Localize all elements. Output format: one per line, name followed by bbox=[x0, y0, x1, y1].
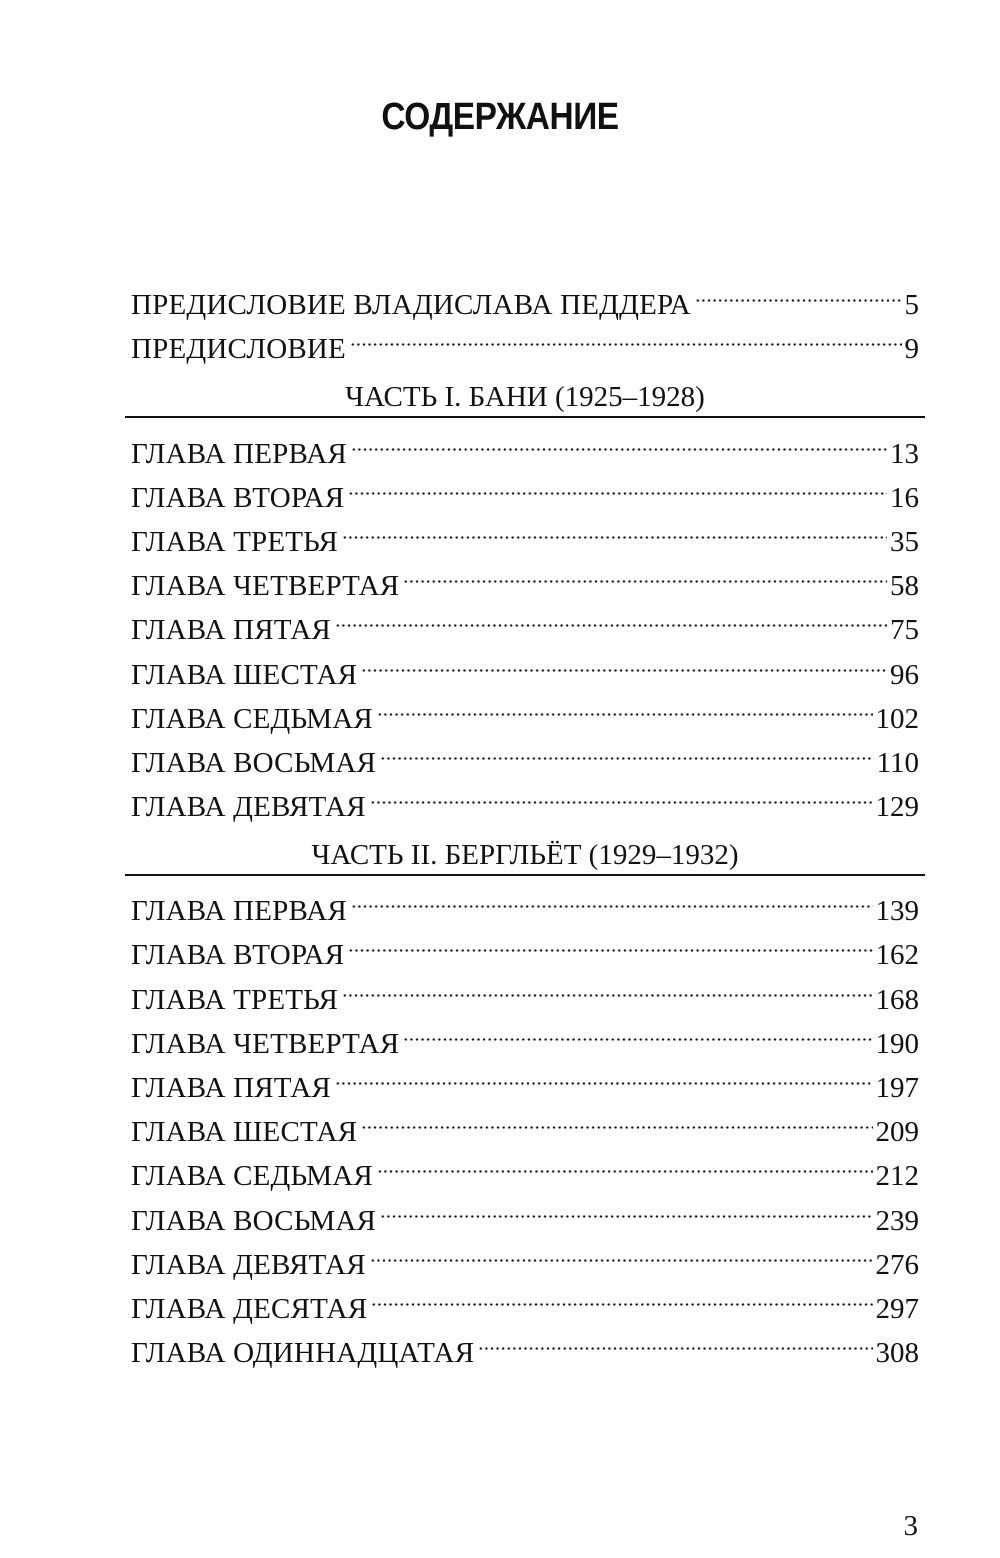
toc-entry-label: ГЛАВА ПЕРВАЯ bbox=[131, 437, 347, 470]
toc-entry-page: 13 bbox=[890, 437, 919, 470]
toc-entry-label: ГЛАВА ПЯТАЯ bbox=[131, 1072, 331, 1104]
toc-entry-label: ГЛАВА ЧЕТВЕРТАЯ bbox=[131, 1027, 400, 1060]
dot-leader bbox=[403, 1009, 872, 1053]
toc-entry-label: ГЛАВА ВОСЬМАЯ bbox=[131, 746, 377, 779]
toc-entry-page: 110 bbox=[876, 746, 919, 779]
dot-leader bbox=[350, 314, 902, 358]
toc-entry-page: 9 bbox=[904, 333, 919, 366]
table-of-contents bbox=[125, 270, 925, 1370]
toc-entry-label: ГЛАВА ДЕСЯТАЯ bbox=[131, 1292, 368, 1325]
toc-entry-page: 16 bbox=[890, 481, 919, 514]
toc-entry-label: ГЛАВА ВТОРАЯ bbox=[131, 939, 345, 972]
toc-entry-page: 162 bbox=[875, 939, 919, 972]
dot-leader bbox=[380, 1185, 872, 1229]
toc-entry-page: 297 bbox=[875, 1292, 919, 1325]
toc-entry[interactable] bbox=[125, 270, 925, 322]
part-heading: ЧАСТЬ II. БЕРГЛЬЁТ (1929–1932) bbox=[125, 830, 925, 876]
dot-leader bbox=[370, 772, 873, 816]
dot-leader bbox=[351, 418, 887, 462]
dot-leader bbox=[351, 876, 873, 920]
toc-entry-label: ГЛАВА ВОСЬМАЯ bbox=[131, 1204, 377, 1237]
toc-entry-page: 139 bbox=[875, 895, 919, 928]
toc-entry-page: 212 bbox=[875, 1160, 919, 1193]
toc-entry-label: ГЛАВА ЧЕТВЕРТАЯ bbox=[131, 570, 400, 603]
toc-entry-label: ГЛАВА ШЕСТАЯ bbox=[131, 658, 358, 691]
dot-leader bbox=[377, 1141, 873, 1185]
toc-entry-page: 58 bbox=[890, 570, 919, 603]
toc-entry-page: 308 bbox=[875, 1337, 919, 1370]
dot-leader bbox=[348, 920, 872, 964]
toc-entry-label: ГЛАВА ДЕВЯТАЯ bbox=[131, 1248, 366, 1281]
toc-entry-label: ГЛАВА ОДИННАДЦАТАЯ bbox=[131, 1337, 475, 1370]
toc-entry-page: 239 bbox=[875, 1204, 919, 1237]
dot-leader bbox=[380, 728, 874, 772]
toc-entry-label: ГЛАВА ПЯТАЯ bbox=[131, 614, 331, 647]
toc-entry-page: 75 bbox=[890, 614, 919, 647]
toc-entry-page: 209 bbox=[875, 1116, 919, 1149]
dot-leader bbox=[403, 551, 887, 595]
dot-leader bbox=[695, 270, 902, 314]
toc-entry-page: 197 bbox=[875, 1072, 919, 1104]
toc-entry-page: 168 bbox=[875, 983, 919, 1016]
dot-leader bbox=[342, 507, 887, 551]
toc-entry[interactable] bbox=[125, 418, 925, 470]
dot-leader bbox=[335, 595, 887, 639]
toc-entry-label: ГЛАВА ТРЕТЬЯ bbox=[131, 525, 339, 558]
toc-entry-label: ГЛАВА ШЕСТАЯ bbox=[131, 1116, 358, 1149]
toc-entry-label: ГЛАВА ПЕРВАЯ bbox=[131, 895, 347, 928]
toc-entry[interactable] bbox=[125, 876, 925, 928]
page-title: СОДЕРЖАНИЕ bbox=[381, 96, 619, 138]
toc-entry-label: ПРЕДИСЛОВИЕ bbox=[131, 333, 346, 366]
dot-leader bbox=[478, 1318, 872, 1362]
toc-entry-label: ГЛАВА ДЕВЯТАЯ bbox=[131, 791, 366, 824]
toc-entry-label: ГЛАВА СЕДЬМАЯ bbox=[131, 702, 373, 735]
page-number: 3 bbox=[903, 1510, 918, 1542]
dot-leader bbox=[370, 1230, 873, 1274]
dot-leader bbox=[342, 964, 872, 1008]
dot-leader bbox=[335, 1053, 873, 1097]
toc-entry-page: 102 bbox=[875, 702, 919, 735]
dot-leader bbox=[361, 1097, 872, 1141]
toc-entry-page: 276 bbox=[875, 1248, 919, 1281]
toc-entry-label: ГЛАВА СЕДЬМАЯ bbox=[131, 1160, 373, 1193]
dot-leader bbox=[348, 463, 887, 507]
toc-entry-page: 35 bbox=[890, 525, 919, 558]
part-heading: ЧАСТЬ I. БАНИ (1925–1928) bbox=[125, 372, 925, 418]
dot-leader bbox=[371, 1274, 872, 1318]
toc-entry-label: ПРЕДИСЛОВИЕ ВЛАДИСЛАВА ПЕДДЕРА bbox=[131, 289, 691, 322]
dot-leader bbox=[377, 684, 873, 728]
toc-entry-page: 190 bbox=[875, 1027, 919, 1060]
toc-entry-label: ГЛАВА ВТОРАЯ bbox=[131, 481, 345, 514]
toc-entry-page: 96 bbox=[890, 658, 919, 691]
toc-entry-page: 5 bbox=[904, 289, 919, 322]
dot-leader bbox=[361, 639, 887, 683]
toc-entry-page: 129 bbox=[875, 791, 919, 824]
toc-entry-label: ГЛАВА ТРЕТЬЯ bbox=[131, 983, 339, 1016]
